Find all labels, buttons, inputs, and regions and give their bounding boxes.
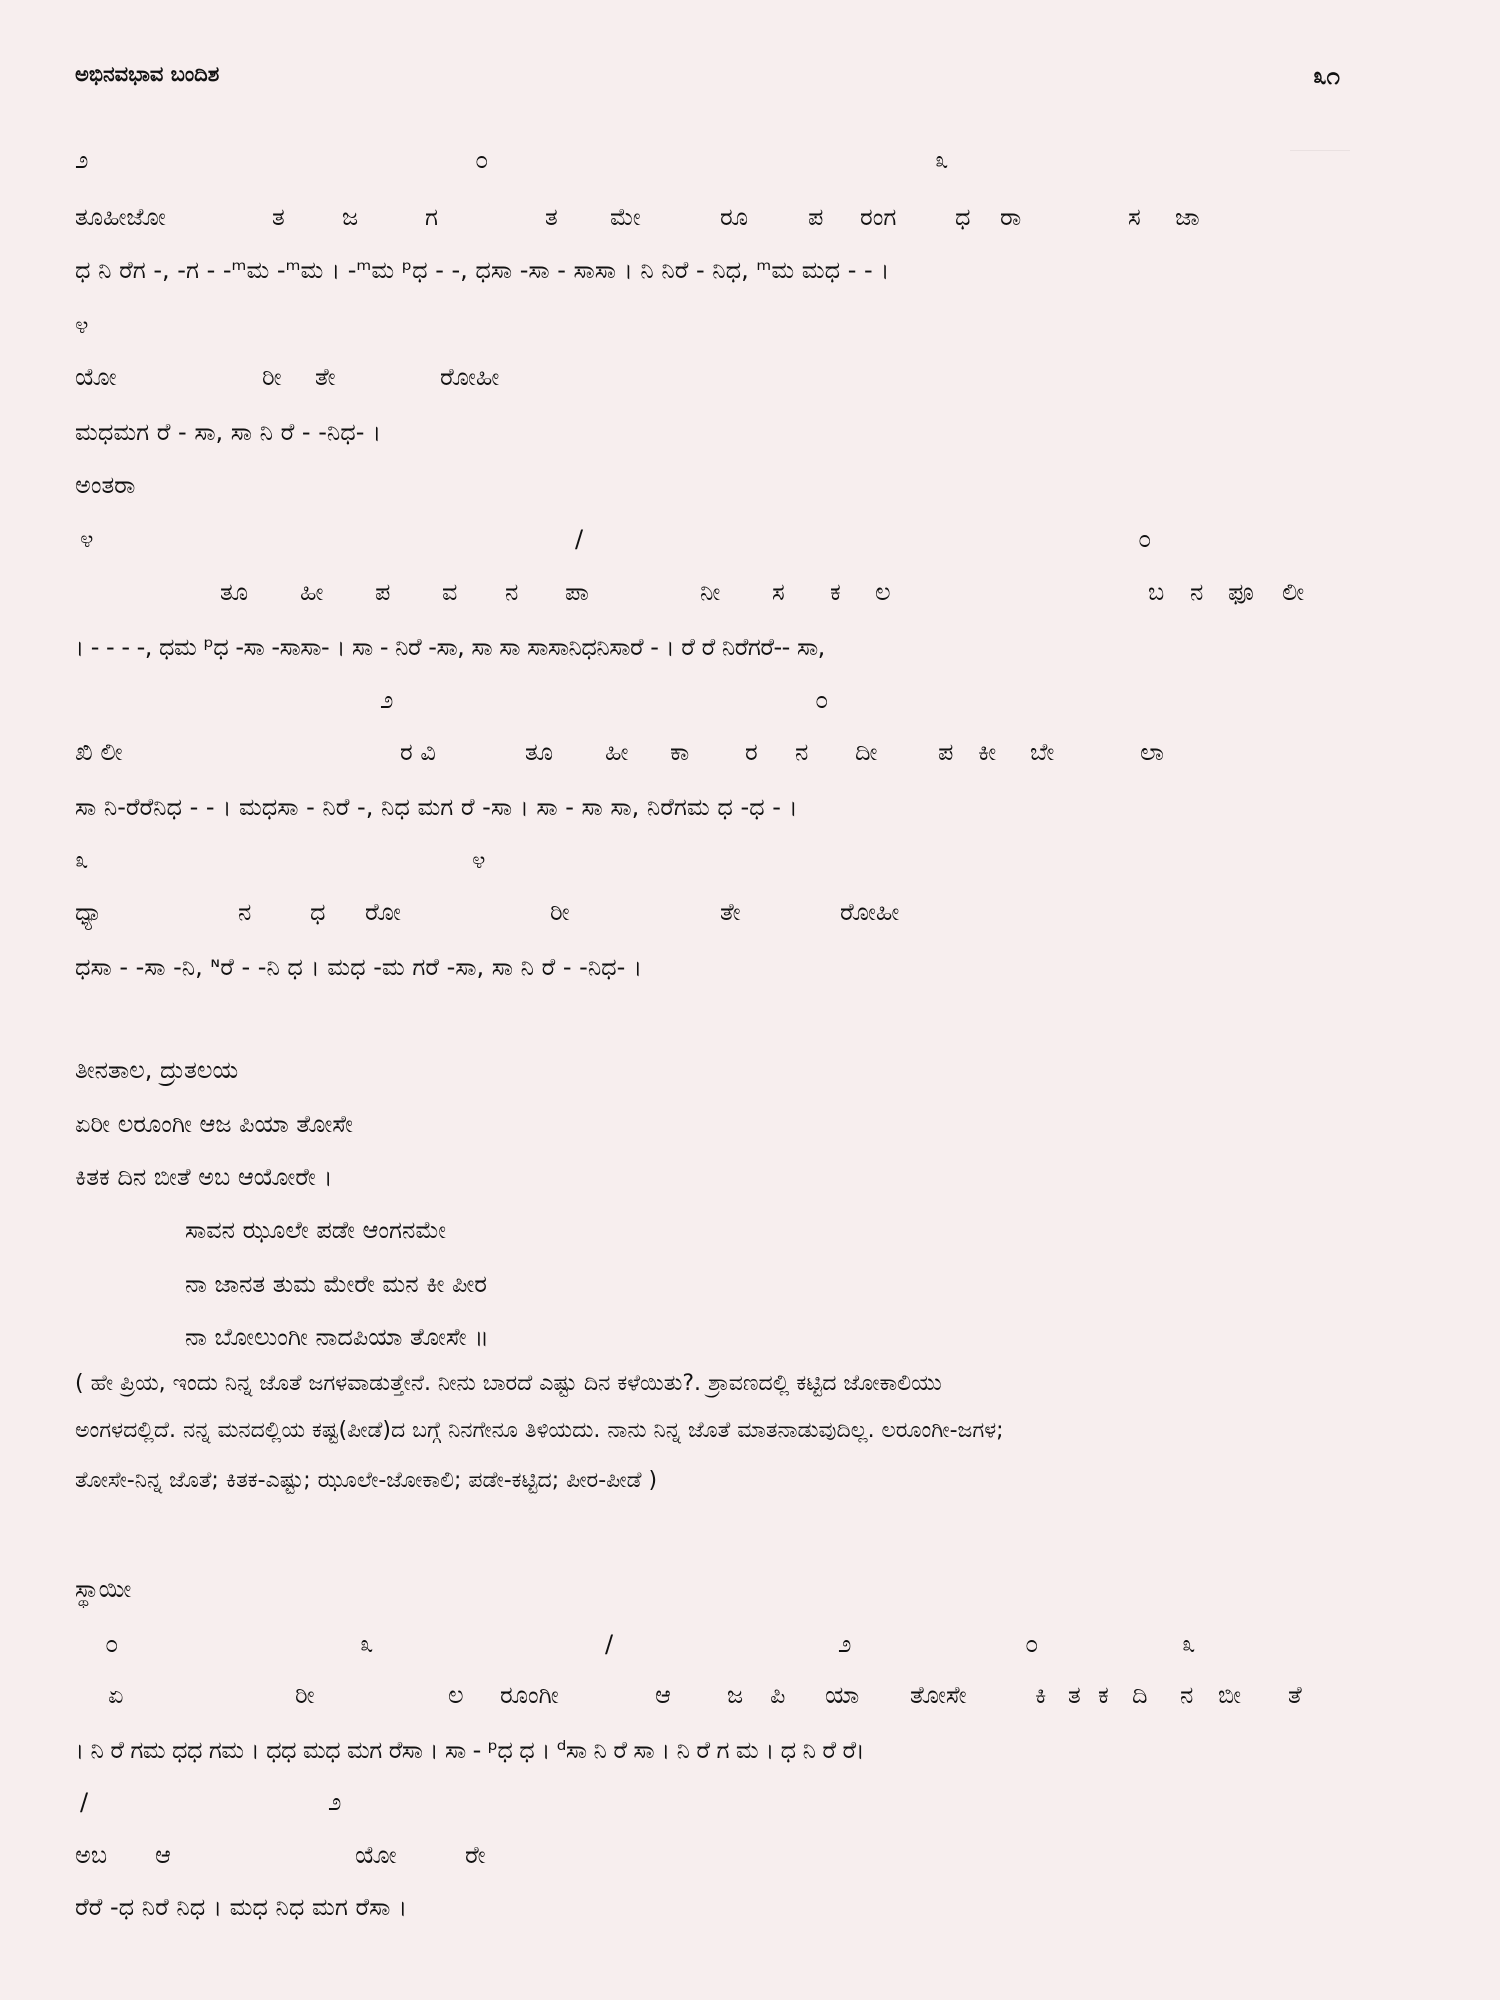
lyric-syllable: ತೂ — [220, 578, 249, 606]
bleed-through-line — [1290, 150, 1350, 151]
lyric-syllable: ರ — [745, 738, 758, 766]
song-line: ನಾ ಜಾನತ ತುಮ ಮೇರೇ ಮನ ಕೀ ಪೀರ — [185, 1270, 487, 1298]
lyric-syllable: ಬೇ — [1030, 738, 1055, 766]
taal-mark: ೪ — [472, 846, 486, 874]
notation-line: ಮಧಮಗ ರೆ - ಸಾ, ಸಾ ನಿ ರೆ - -ನಿಧ- । — [75, 418, 382, 446]
taal-mark: ೦ — [1025, 1630, 1039, 1658]
lyric-syllable: ಸ — [1128, 203, 1141, 231]
lyric-syllable: ಧ್ಯಾ — [75, 898, 103, 926]
notation-line: ಧ ನಿ ರೆಗ -, -ಗ - -ᵐಮ -ᵐಮ । -ᵐಮ ᵖಧ - -, ಧಸಾ -ಸಾ - ಸಾಸಾ । ನಿ ನಿರೆ - ನಿಧ, ᵐಮ ಮಧ - - । — [75, 256, 890, 284]
lyric-syllable: ರೀ — [295, 1681, 315, 1709]
lyric-syllable: ತ — [272, 203, 285, 231]
lyric-syllable: ಪ — [808, 203, 824, 231]
lyric-syllable: ಪಾ — [565, 578, 589, 606]
lyric-syllable: ಧ — [955, 203, 971, 231]
lyric-syllable: ಆ — [155, 1841, 171, 1869]
lyric-syllable: ಪ — [375, 578, 391, 606]
lyric-syllable: ದಿ — [1132, 1681, 1148, 1709]
lyric-syllable: ಪಿ — [770, 1681, 786, 1709]
lyric-syllable: ಫೂ — [1228, 578, 1254, 606]
lyric-syllable: ತೂ — [525, 738, 554, 766]
lyric-syllable: ಯೋ — [75, 363, 117, 391]
lyric-syllable: ರ ವಿ — [400, 738, 436, 766]
lyric-syllable: ಲ — [448, 1681, 464, 1709]
section-label-sthayi: ಸ್ಥಾಯೀ — [75, 1575, 132, 1603]
lyric-syllable: ಬೀ — [1218, 1681, 1242, 1709]
lyric-syllable: ಲಾ — [1140, 738, 1165, 766]
lyric-syllable: ಜಾ — [1175, 203, 1200, 231]
song-line: ಏರೀ ಲರೂಂಗೀ ಆಜ ಪಿಯಾ ತೋಸೇ — [75, 1110, 353, 1138]
lyric-syllable: ತೋಸೇ — [910, 1681, 967, 1709]
notation-line: । ನಿ ರೆ ಗಮ ಧಧ ಗಮ । ಧಧ ಮಧ ಮಗ ರೆಸಾ । ಸಾ - ᵖಧ ಧ । ᵈಸಾ ನಿ ರೆ ಸಾ । ನಿ ರೆ ಗ ಮ । ಧ ನಿ ರೆ ರೆ। — [75, 1736, 865, 1764]
notation-line: ಸಾ ನಿ-ರೆರೆನಿಧ - - । ಮಧಸಾ - ನಿರೆ -, ನಿಧ ಮಗ ರೆ -ಸಾ । ಸಾ - ಸಾ ಸಾ, ನಿರೆಗಮ ಧ -ಧ - । — [75, 793, 798, 821]
page-number: ೩೧ — [1313, 62, 1340, 90]
lyric-syllable: ಖಿ ಲೀ — [75, 738, 123, 766]
taal-mark: ೩ — [360, 1630, 374, 1658]
translation-line: ಅಂಗಳದಲ್ಲಿದೆ. ನನ್ನ ಮನದಲ್ಲಿಯ ಕಷ್ಟ(ಪೀಡೆ)ದ ಬಗ್ಗೆ ನಿನಗೇನೂ ತಿಳಿಯದು. ನಾನು ನಿನ್ನ ಜೊತೆ ಮಾತನಾಡುವುದಿಲ್ಲ. ಲರೂಂಗೀ-ಜಗಳ; — [75, 1418, 1004, 1443]
lyric-syllable: ಮೇ — [610, 203, 641, 231]
translation-line: ( ಹೇ ಪ್ರಿಯ, ಇಂದು ನಿನ್ನ ಜೊತೆ ಜಗಳವಾಡುತ್ತೇನೆ. ನೀನು ಬಾರದೆ ಎಷ್ಟು ದಿನ ಕಳೆಯಿತು?. ಶ್ರಾವಣದಲ್ಲಿ ಕಟ್ಟಿದ ಜೋಕಾಲಿಯು — [75, 1371, 942, 1396]
lyric-syllable: ರೀ — [550, 898, 570, 926]
lyric-syllable: ಕಾ — [670, 738, 690, 766]
taal-mark: ೨ — [328, 1788, 342, 1816]
taal-mark: ೨ — [838, 1630, 852, 1658]
lyric-syllable: ತ — [545, 203, 558, 231]
notation-line: ರೆರೆ -ಧ ನಿರೆ ನಿಧ । ಮಧ ನಿಧ ಮಗ ರೆಸಾ । — [75, 1893, 408, 1921]
lyric-syllable: ರೋಹೀ — [440, 363, 500, 391]
running-header-title: ಅಭಿನವಭಾವ ಬಂದಿಶ — [75, 62, 220, 86]
lyric-syllable: ಕ — [1098, 1681, 1109, 1709]
lyric-syllable: ರೀ — [262, 363, 282, 391]
lyric-syllable: ಗ — [425, 203, 438, 231]
lyric-syllable: ಹೀ — [300, 578, 324, 606]
taal-mark: ೨ — [75, 146, 89, 174]
lyric-syllable: ಲೀ — [1282, 578, 1305, 606]
lyric-syllable: ತೇ — [315, 363, 336, 391]
translation-line: ತೋಸೇ-ನಿನ್ನ ಜೊತೆ; ಕಿತಕ-ಎಷ್ಟು; ಝೂಲೇ-ಜೋಕಾಲಿ; ಪಡೇ-ಕಟ್ಟಿದ; ಪೀರ-ಪೀಡೆ ) — [75, 1468, 658, 1493]
taal-heading: ತೀನತಾಲ, ದ್ರುತಲಯ — [75, 1056, 239, 1084]
lyric-syllable: ಸ — [772, 578, 785, 606]
lyric-syllable: ಲ — [875, 578, 891, 606]
song-line: ಸಾವನ ಝೂಲೇ ಪಡೇ ಆಂಗನಮೇ — [185, 1216, 447, 1244]
taal-mark: ೨ — [380, 686, 394, 714]
lyric-syllable: ಕ — [830, 578, 841, 606]
lyric-syllable: ತ — [1068, 1681, 1081, 1709]
lyric-syllable: ಕೀ — [978, 738, 997, 766]
section-label-antara: ಅಂತರಾ — [75, 471, 136, 499]
taal-mark: ೩ — [1182, 1630, 1196, 1658]
taal-mark: ೩ — [75, 846, 89, 874]
lyric-syllable: ನ — [505, 578, 519, 606]
lyric-syllable: ತೇ — [720, 898, 741, 926]
lyric-syllable: ನ — [795, 738, 809, 766]
lyric-syllable: ಏ — [108, 1681, 124, 1709]
lyric-syllable: ನ — [1190, 578, 1204, 606]
lyric-syllable: ಜ — [727, 1681, 744, 1709]
lyric-syllable: ರಂಗ — [860, 203, 897, 231]
song-line: ಕಿತಕ ದಿನ ಬೀತೆ ಅಬ ಆಯೋರೇ । — [75, 1163, 333, 1191]
lyric-syllable: ನೀ — [700, 578, 721, 606]
song-line: ನಾ ಬೋಲುಂಗೀ ನಾದಪಿಯಾ ತೋಸೇ ॥ — [185, 1323, 489, 1351]
lyric-syllable: ರೋ — [365, 898, 401, 926]
lyric-syllable: ನ — [1180, 1681, 1194, 1709]
taal-mark: / — [80, 1788, 89, 1816]
lyric-syllable: ರೂಂಗೀ — [500, 1681, 559, 1709]
lyric-syllable: ಕಿ — [1035, 1681, 1047, 1709]
lyric-syllable: ರೇ — [465, 1841, 486, 1869]
lyric-syllable: ದೀ — [855, 738, 878, 766]
lyric-syllable: ನ — [238, 898, 252, 926]
lyric-syllable: ಯೋ — [355, 1841, 397, 1869]
taal-mark: ೦ — [105, 1630, 119, 1658]
lyric-syllable: ಪ — [938, 738, 954, 766]
lyric-syllable: ವ — [442, 578, 458, 606]
lyric-syllable: ಯಾ — [825, 1681, 860, 1709]
lyric-syllable: ಜ — [342, 203, 359, 231]
lyric-syllable: ತೆ — [1288, 1681, 1302, 1709]
taal-mark: ೪ — [80, 525, 94, 553]
taal-mark: ೦ — [815, 686, 829, 714]
lyric-syllable: ರೂ — [720, 203, 749, 231]
notation-line: ಧಸಾ - -ಸಾ -ನಿ, ᶰರೆ - -ನಿ ಧ । ಮಧ -ಮ ಗರೆ -ಸಾ, ಸಾ ನಿ ರೆ - -ನಿಧ- । — [75, 953, 643, 981]
taal-mark: / — [575, 525, 584, 553]
taal-mark: ೦ — [475, 146, 489, 174]
taal-mark: ೪ — [75, 311, 89, 339]
lyric-syllable: ಬ — [1148, 578, 1165, 606]
notation-line: । - - - -, ಧಮ ᵖಧ -ಸಾ -ಸಾಸಾ- । ಸಾ - ನಿರೆ -ಸಾ, ಸಾ ಸಾ ಸಾಸಾನಿಧನಿಸಾರೆ - । ರೆ ರೆ ನಿರೆಗರೆ-- ಸಾ, — [75, 633, 825, 661]
lyric-syllable: ಆ — [655, 1681, 671, 1709]
taal-mark: ೩ — [935, 146, 949, 174]
taal-mark: / — [605, 1630, 614, 1658]
lyric-syllable: ರೋಹೀ — [840, 898, 900, 926]
lyric-syllable: ಅಬ — [75, 1841, 108, 1869]
lyric-syllable: ಧ — [310, 898, 326, 926]
taal-mark: ೦ — [1138, 525, 1152, 553]
lyric-syllable: ಹೀ — [605, 738, 629, 766]
lyric-syllable: ರಾ — [1000, 203, 1022, 231]
lyric-syllable: ತೂಹೀಜೋ — [75, 203, 166, 231]
